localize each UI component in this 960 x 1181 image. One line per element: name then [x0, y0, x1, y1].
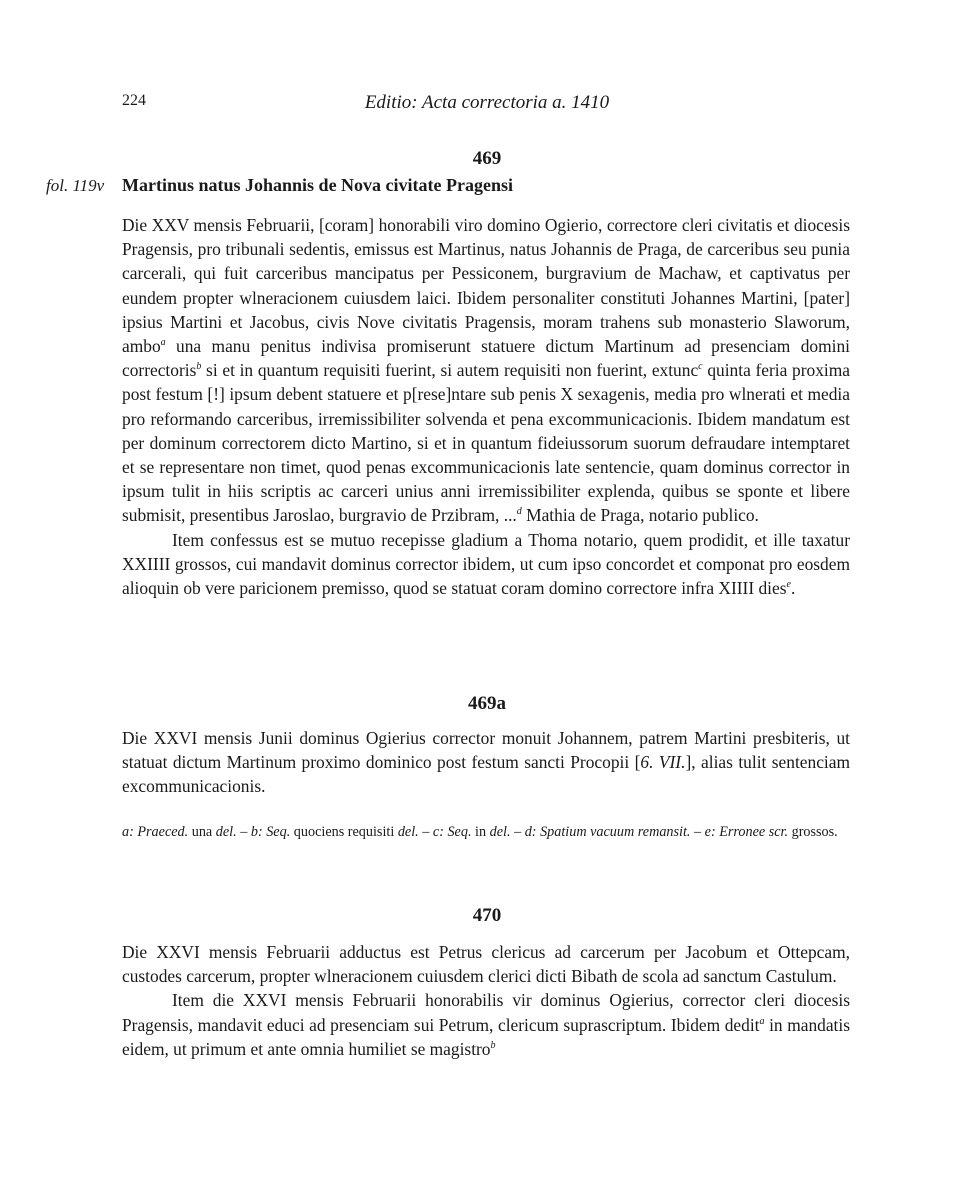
footnote-marker: c [698, 361, 703, 373]
entry-body-470 [122, 940, 850, 1061]
entry-number-470: 470 [472, 905, 502, 926]
note-text: del. – c: Seq. [397, 824, 472, 840]
footnote-marker: a [160, 337, 166, 349]
footnote-marker: a [759, 1015, 765, 1027]
entry-body-469a [122, 726, 850, 799]
footnote-marker: d [516, 506, 522, 518]
paragraph [122, 213, 850, 528]
footnotes [122, 822, 852, 842]
footnote-marker: e [786, 579, 791, 591]
running-title: Editio: Acta correctoria a. 1410 [364, 92, 610, 113]
text-run: quinta feria proxima post festum [!] ipsum debent statuere et p[rese]ntare sub penis X sexagenis, media pro wlnerati et media pro reformando carceribus, irremissibiliter solvenda et pena excommunicacionis. Ibidem mandatum est per dominum correctorem dicto Martino, si et in quantum fideiussorum suorum defraudare intemptaret et se representare non timet, quod penas excommunicacionis late sentencie, quam dominus corrector in ipsum tulit in hiis scriptis ac carceri unius anni irremissibiliter explenda, quibus se sponte et libere submisit, presentibus Jaroslao, burgravio de Przibram, ... [122, 360, 850, 526]
text-run: Item die XXVI mensis Februarii honorabilis vir dominus Ogierius, corrector cleri diocesis Pragensis, mandavit educi ad presenciam sui Petrum, clericum suprascriptum. Ibidem dedit [122, 990, 850, 1035]
text-run: in mandatis eidem, ut primum et ante omnia humiliet se magistro [122, 1014, 850, 1059]
footnote-marker: b [490, 1040, 496, 1052]
text-run: . [790, 578, 796, 599]
note-text: del. – d: Spatium vacuum remansit. – e: Erronee scr. [489, 824, 789, 840]
footnote-marker: b [196, 361, 202, 373]
entry-body-469 [122, 213, 850, 600]
text-run: Die XXV mensis Februarii, [coram] honorabili viro domino Ogierio, correctore cleri civitatis et diocesis Pragensis, pro tribunali sedentis, emissus est Martinus, natus Johannis de Praga, de carceribus seu punia carcerali, qui fuit carceribus mancipatus per Pessiconem, burgravium de Machaw, et captivatus per eundem propter wlneracionem cuiusdem laici. Ibidem personaliter constituti Johannes Martini, [pater] ipsius Martini et Jacobus, civis Nove civitatis Pragensis, moram trahens sub monasterio Slaworum, ambo [122, 215, 850, 357]
text-run: Item confessus est se mutuo recepisse gladium a Thoma notario, quem prodidit, et ille taxatur XXIIII grossos, cui mandavit dominus corrector ibidem, ut cum ipso concordet et componat pro eosdem alioquin ob vere paricionem premisso, quod se statuat coram domino correctore infra XIIII dies [122, 529, 850, 599]
note-text: a: Praeced. [122, 824, 189, 840]
entry-number-469a: 469a [468, 693, 506, 714]
paragraph [122, 528, 850, 601]
entry-title-469: Martinus natus Johannis de Nova civitate Pragensi [122, 175, 514, 195]
text-run: si et in quantum requisiti fuerint, si autem requisiti non fuerint, extunc [201, 360, 699, 381]
text-run: ], alias tulit sentenciam excommunicacionis. [122, 752, 851, 797]
page-number: 224 [122, 92, 146, 109]
entry-number-469: 469 [472, 148, 502, 169]
note-text: grossos. [788, 824, 838, 840]
paragraph: Die XXVI mensis Februarii adductus est Petrus clericus ad carcerum per Jacobum et Ottepcam, custodes carcerum, propter wlneracionem cuiusdem clerici dicti Bibath de scola ad sanctum Castulum. [122, 942, 850, 987]
note-text: del. – b: Seq. [215, 824, 291, 840]
text-run: una manu penitus indivisa promiserunt statuere dictum Martinum ad presenciam domini correctoris [122, 336, 850, 381]
date-annotation: 6. VII. [640, 752, 686, 773]
folio-reference: fol. 119v [46, 176, 105, 195]
paragraph [122, 726, 850, 799]
note-text: quociens requisiti [290, 824, 398, 840]
note-text: in [471, 824, 490, 840]
note-text: una [188, 824, 216, 840]
page-header [122, 92, 852, 118]
text-run: Mathia de Praga, notario publico. [521, 505, 759, 526]
paragraph [122, 988, 850, 1061]
text-run: Die XXVI mensis Junii dominus Ogierius corrector monuit Johannem, patrem Martini presbiteris, ut statuat dictum Martinum proximo dominico post festum sancti Procopii [ [122, 728, 850, 773]
